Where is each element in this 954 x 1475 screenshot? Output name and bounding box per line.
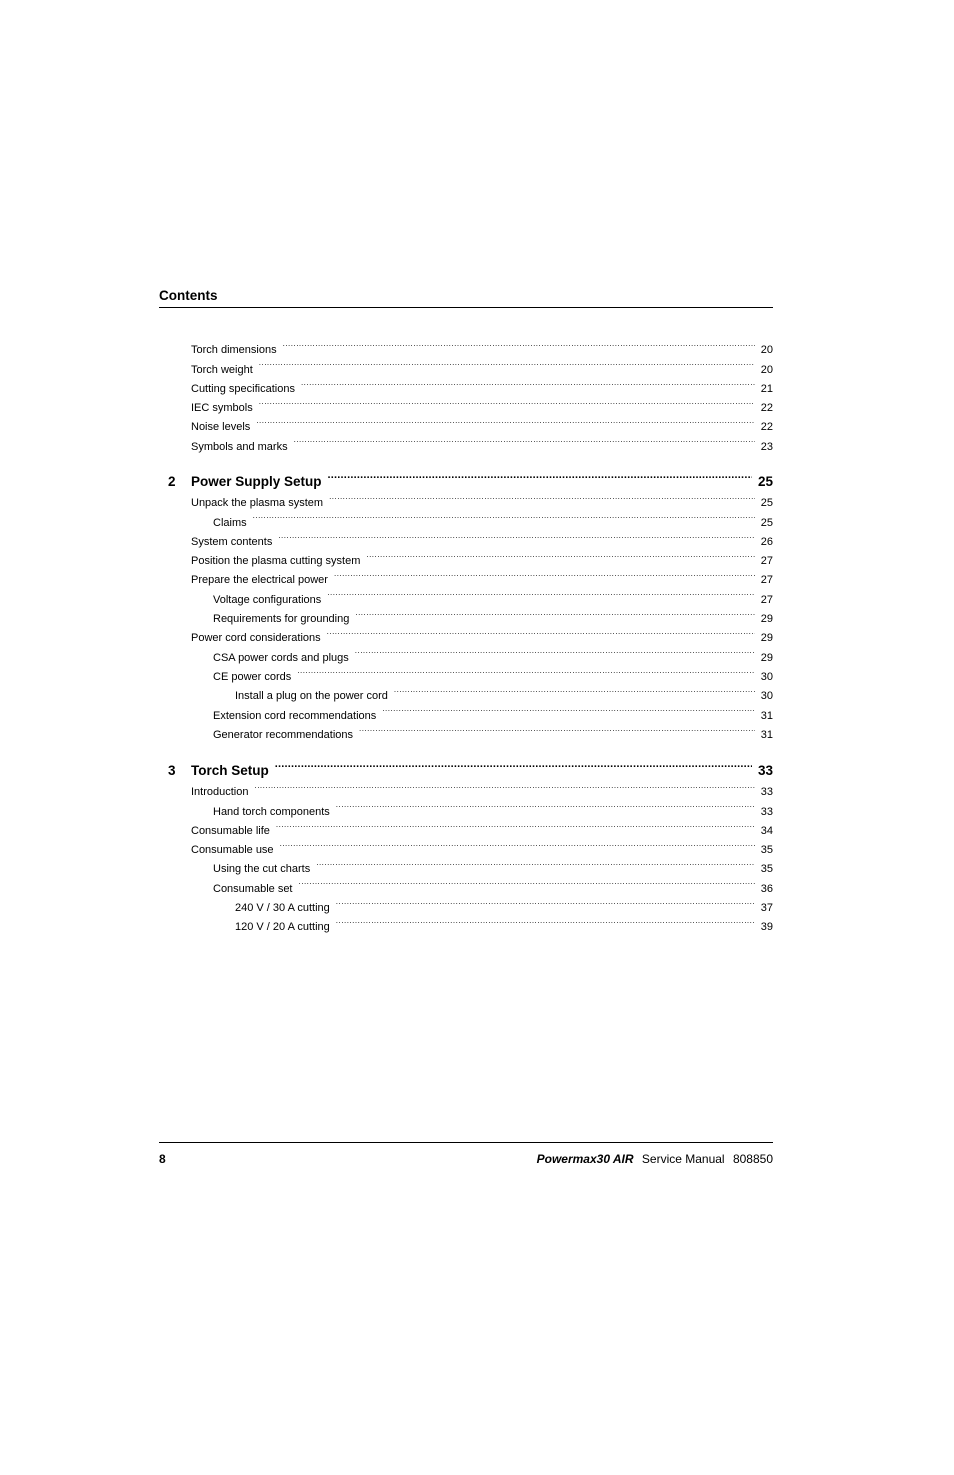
- toc-entry-page-number: 33: [760, 805, 773, 818]
- toc-entry-label: Voltage configurations: [213, 593, 322, 606]
- dot-leader: [336, 795, 755, 814]
- toc-entry-label: Prepare the electrical power: [191, 574, 328, 587]
- dot-leader: [275, 753, 752, 775]
- toc-entry-label: System contents: [191, 535, 273, 548]
- dot-leader: [328, 464, 752, 486]
- toc-entry-label: Power cord considerations: [191, 632, 321, 645]
- toc-entry-label: IEC symbols: [191, 402, 253, 415]
- toc-entry-page-number: 39: [760, 921, 773, 934]
- toc-entry-page-number: 27: [760, 574, 773, 587]
- toc-entry-page-number: 26: [760, 535, 773, 548]
- toc-entry-page-number: 22: [760, 421, 773, 434]
- toc-entry-page-number: 35: [760, 863, 773, 876]
- toc-entry-page-number: 20: [760, 363, 773, 376]
- toc-entry-label: Using the cut charts: [213, 863, 311, 876]
- toc-entry-label: Unpack the plasma system: [191, 497, 324, 510]
- toc-entry-label: Claims: [213, 516, 247, 529]
- chapter-number: 2: [168, 474, 176, 489]
- toc-entry-page-number: 22: [760, 402, 773, 415]
- dot-leader: [299, 872, 755, 891]
- toc-entry-label: 120 V / 20 A cutting: [235, 921, 330, 934]
- chapter-heading[interactable]: [159, 464, 773, 489]
- footer-product-name: Powermax30 AIR: [536, 1152, 634, 1166]
- toc-entry-label: Extension cord recommendations: [213, 709, 377, 722]
- toc-entry-page-number: 35: [760, 844, 773, 857]
- toc-section-continued: [159, 334, 773, 453]
- dot-leader: [276, 815, 755, 834]
- dot-leader: [278, 526, 754, 545]
- toc-entry-label: Generator recommendations: [213, 728, 354, 741]
- footer-document-info: [537, 1152, 773, 1166]
- dot-leader: [254, 776, 754, 795]
- toc-entry[interactable]: [159, 430, 773, 453]
- footer-doc-type: Service Manual: [641, 1152, 725, 1166]
- toc-entry-page-number: 29: [760, 613, 773, 626]
- dot-leader: [294, 430, 755, 449]
- toc-entry-page-number: 25: [760, 497, 773, 510]
- dot-leader: [336, 892, 755, 911]
- toc-entry-page-number: 31: [760, 709, 773, 722]
- toc-entry-label: 240 V / 30 A cutting: [235, 902, 330, 915]
- toc-entry-page-number: 29: [760, 651, 773, 664]
- toc-entry-page-number: 21: [760, 382, 773, 395]
- toc-entry[interactable]: [159, 334, 773, 357]
- dot-leader: [359, 719, 755, 738]
- dot-leader: [334, 564, 755, 583]
- dot-leader: [283, 334, 755, 353]
- dot-leader: [301, 373, 755, 392]
- page-footer: [159, 1142, 773, 1166]
- dot-leader: [327, 583, 755, 602]
- toc-entry[interactable]: [159, 795, 773, 818]
- toc-entry-label: Hand torch components: [213, 805, 330, 818]
- toc-entry-page-number: 25: [760, 516, 773, 529]
- toc-chapter-3: [159, 753, 773, 934]
- toc-entry-label: Symbols and marks: [191, 440, 288, 453]
- toc-entry-label: Consumable use: [191, 844, 274, 857]
- chapter-title: Torch Setup: [191, 763, 269, 778]
- toc-entry[interactable]: [159, 526, 773, 548]
- toc-entry-label: Consumable set: [213, 882, 293, 895]
- dot-leader: [259, 353, 755, 372]
- dot-leader: [253, 506, 755, 525]
- toc-entry-page-number: 27: [760, 593, 773, 606]
- dot-leader: [355, 641, 755, 660]
- dot-leader: [329, 487, 755, 506]
- toc-entry-label: Requirements for grounding: [213, 613, 350, 626]
- chapter-heading[interactable]: [159, 753, 773, 778]
- chapter-number: 3: [168, 763, 176, 778]
- dot-leader: [327, 622, 755, 641]
- toc-entry-page-number: 20: [760, 344, 773, 357]
- dot-leader: [366, 545, 754, 564]
- toc-entry-label: CSA power cords and plugs: [213, 651, 349, 664]
- dot-leader: [355, 603, 754, 622]
- chapter-page-number: 33: [757, 763, 773, 778]
- footer-doc-number: 808850: [732, 1152, 773, 1166]
- toc-entry-page-number: 33: [760, 786, 773, 799]
- toc-entry-page-number: 27: [760, 555, 773, 568]
- toc-entry-page-number: 30: [760, 670, 773, 683]
- dot-leader: [382, 699, 755, 718]
- toc-chapter-2: [159, 464, 773, 741]
- dot-leader: [280, 834, 755, 853]
- dot-leader: [256, 411, 754, 430]
- page-header: [159, 288, 773, 308]
- toc-entry-page-number: 34: [760, 824, 773, 837]
- toc-entry-label: Consumable life: [191, 824, 270, 837]
- toc-entry-page-number: 23: [760, 440, 773, 453]
- dot-leader: [394, 680, 755, 699]
- toc-entry-label: Position the plasma cutting system: [191, 555, 361, 568]
- toc-entry-page-number: 30: [760, 690, 773, 703]
- toc-entry-label: Torch dimensions: [191, 344, 277, 357]
- chapter-page-number: 25: [757, 474, 773, 489]
- toc-entry-page-number: 36: [760, 882, 773, 895]
- footer-page-number: 8: [159, 1152, 166, 1166]
- dot-leader: [297, 661, 754, 680]
- toc-entry-label: Torch weight: [191, 363, 253, 376]
- page-title: Contents: [159, 288, 218, 303]
- toc-entry-label: Noise levels: [191, 421, 251, 434]
- toc-entry-label: Introduction: [191, 786, 249, 799]
- toc-entry-label: Install a plug on the power cord: [235, 690, 388, 703]
- toc-entry-page-number: 29: [760, 632, 773, 645]
- toc-entry-page-number: 37: [760, 902, 773, 915]
- toc-entry-label: Cutting specifications: [191, 382, 295, 395]
- dot-leader: [336, 911, 755, 930]
- dot-leader: [316, 853, 755, 872]
- dot-leader: [259, 392, 755, 411]
- chapter-title: Power Supply Setup: [191, 474, 322, 489]
- toc-entry-label: CE power cords: [213, 670, 292, 683]
- toc-entry-page-number: 31: [760, 728, 773, 741]
